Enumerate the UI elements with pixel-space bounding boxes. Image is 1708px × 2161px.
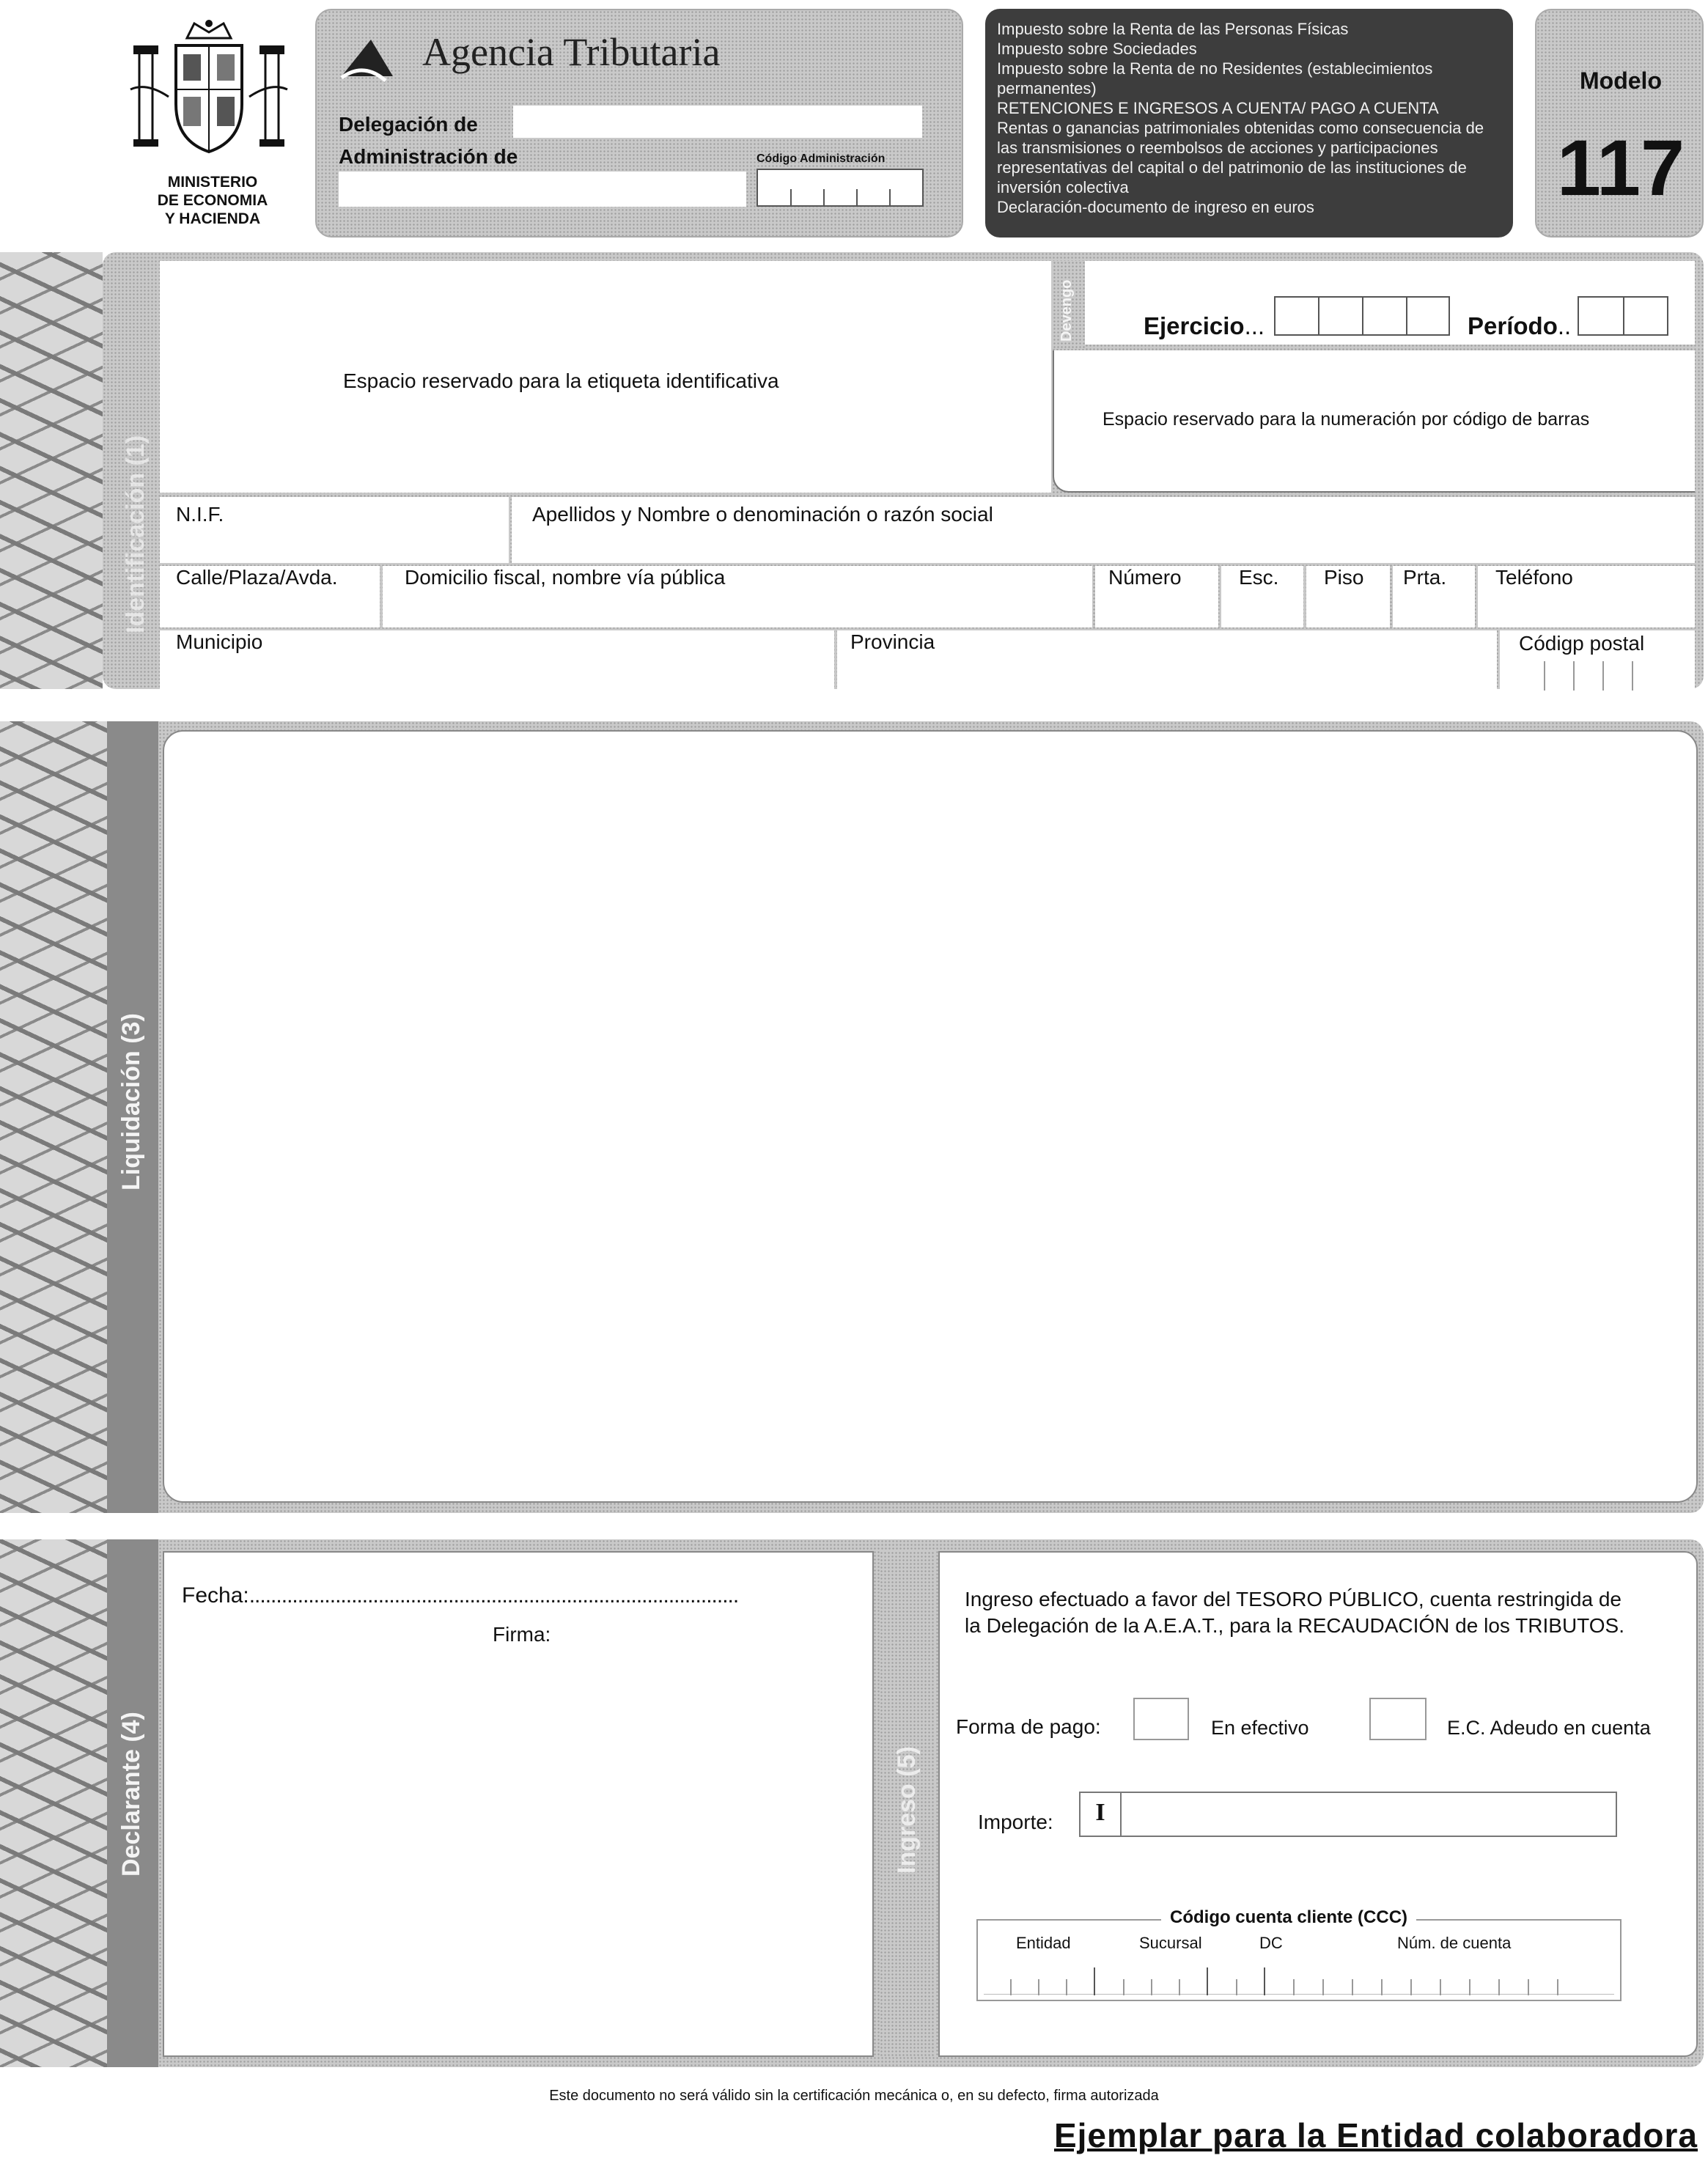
desc-line: permanentes) bbox=[997, 79, 1097, 97]
declarante-section-label: Declarante (4) bbox=[117, 1712, 145, 1877]
prta-field[interactable] bbox=[1393, 566, 1475, 627]
calle-label: Calle/Plaza/Avda. bbox=[176, 566, 338, 589]
ccc-box[interactable] bbox=[976, 1907, 1622, 2001]
esc-field[interactable] bbox=[1221, 566, 1303, 627]
sucursal-label: Sucursal bbox=[1139, 1934, 1202, 1952]
etiqueta-text: Espacio reservado para la etiqueta identificativa bbox=[343, 369, 779, 392]
apellidos-label: Apellidos y Nombre o denominación o razón social bbox=[532, 503, 993, 526]
desc-line: Impuesto sobre la Renta de no Residentes (establecimientos bbox=[997, 59, 1433, 78]
firma-label: Firma: bbox=[493, 1623, 551, 1646]
ingreso-tab bbox=[880, 1551, 935, 2057]
provincia-label: Provincia bbox=[850, 630, 935, 653]
municipio-label: Municipio bbox=[176, 630, 263, 653]
forma-pago-label: Forma de pago: bbox=[956, 1715, 1101, 1738]
agency-header-box bbox=[315, 9, 963, 238]
validity-note: Este documento no será válido sin la certificación mecánica o, en su defecto, firma autorizada bbox=[549, 2088, 1159, 2104]
modelo-box bbox=[1535, 9, 1704, 238]
municipio-field[interactable] bbox=[160, 630, 834, 693]
ingreso-section-label: Ingreso (5) bbox=[893, 1746, 921, 1874]
adeudo-checkbox[interactable] bbox=[1369, 1698, 1427, 1740]
ingreso-panel bbox=[938, 1551, 1698, 2057]
efectivo-checkbox[interactable] bbox=[1133, 1698, 1189, 1740]
importe-prefix: I bbox=[1081, 1793, 1122, 1836]
ccc-title: Código cuenta cliente (CCC) bbox=[1161, 1907, 1416, 1928]
apellidos-field[interactable] bbox=[512, 497, 1695, 563]
desc-line: RETENCIONES E INGRESOS A CUENTA/ PAGO A CUENTA bbox=[997, 99, 1439, 117]
desc-line: Rentas o ganancias patrimoniales obtenidas como consecuencia de bbox=[997, 119, 1484, 137]
fecha-label: Fecha:........................................................................................... bbox=[182, 1583, 739, 1608]
periodo-label: Período.. bbox=[1468, 312, 1572, 339]
ministry-name: MINISTERIO DE ECONOMIA Y HACIENDA bbox=[157, 174, 268, 227]
periodo-field[interactable] bbox=[1578, 296, 1668, 336]
left-decorative-strip bbox=[0, 721, 107, 1513]
modelo-label: Modelo bbox=[1580, 67, 1662, 94]
ejemplar-title: Ejemplar para la Entidad colaboradora bbox=[1053, 2116, 1698, 2154]
barcode-panel bbox=[1053, 350, 1695, 493]
numero-label: Número bbox=[1108, 566, 1182, 589]
desc-line: Declaración-documento de ingreso en euros bbox=[997, 198, 1314, 216]
dc-label: DC bbox=[1259, 1934, 1283, 1952]
adeudo-label: E.C. Adeudo en cuenta bbox=[1447, 1717, 1651, 1739]
liquidacion-section-label: Liquidación (3) bbox=[117, 1013, 145, 1190]
periodo-panel bbox=[1085, 261, 1695, 345]
codigo-admin-label: Código Administración bbox=[757, 152, 886, 165]
coat-of-arms-emblem bbox=[125, 16, 293, 163]
nif-field[interactable] bbox=[160, 497, 509, 563]
agency-logo-icon bbox=[334, 32, 400, 84]
ingreso-text: Ingreso efectuado a favor del TESORO PÚBLICO, cuenta restringida de la Delegación de la A.E.A.T., para la RECAUDACIÓN de los TRIBUTOS. bbox=[965, 1588, 1625, 1637]
nif-label: N.I.F. bbox=[176, 503, 224, 526]
modelo-number: 117 bbox=[1556, 123, 1685, 212]
calle-field[interactable] bbox=[160, 566, 380, 627]
importe-label: Importe: bbox=[978, 1811, 1053, 1833]
provincia-field[interactable] bbox=[837, 630, 1497, 693]
barcode-text: Espacio reservado para la numeración por código de barras bbox=[1103, 409, 1590, 430]
num-cuenta-label: Núm. de cuenta bbox=[1397, 1934, 1512, 1952]
prta-label: Prta. bbox=[1403, 566, 1447, 589]
left-decorative-strip bbox=[0, 252, 103, 689]
domicilio-field[interactable] bbox=[383, 566, 1092, 627]
desc-line: inversión colectiva bbox=[997, 178, 1129, 196]
importe-field[interactable] bbox=[1079, 1792, 1617, 1837]
identificacion-section-label: Identificación (1) bbox=[122, 435, 150, 633]
efectivo-label: En efectivo bbox=[1211, 1717, 1309, 1739]
left-decorative-strip bbox=[0, 1539, 107, 2067]
administracion-field[interactable] bbox=[339, 172, 746, 207]
delegacion-label: Delegación de bbox=[339, 113, 478, 136]
desc-line: Impuesto sobre Sociedades bbox=[997, 40, 1197, 58]
piso-label: Piso bbox=[1324, 566, 1364, 589]
fecha-dots: ........................................................................................... bbox=[249, 1583, 739, 1608]
numero-field[interactable] bbox=[1095, 566, 1218, 627]
desc-line: las transmisiones o reembolsos de acciones y participaciones bbox=[997, 139, 1438, 157]
devengo-tab: Devengo bbox=[1053, 261, 1085, 349]
piso-field[interactable] bbox=[1306, 566, 1390, 627]
ejercicio-label: Ejercicio... bbox=[1144, 312, 1265, 339]
ejercicio-field[interactable] bbox=[1274, 296, 1450, 336]
etiqueta-panel bbox=[160, 261, 1051, 493]
codigo-admin-field[interactable] bbox=[757, 169, 924, 207]
tax-description-box bbox=[985, 9, 1513, 238]
agency-name: Agencia Tributaria bbox=[422, 30, 721, 74]
esc-label: Esc. bbox=[1239, 566, 1279, 589]
telefono-field[interactable] bbox=[1478, 566, 1695, 627]
administracion-label: Administración de bbox=[339, 145, 518, 168]
declarante-panel bbox=[163, 1551, 874, 2057]
codigo-postal-field[interactable] bbox=[1500, 630, 1695, 693]
desc-line: Impuesto sobre la Renta de las Personas Físicas bbox=[997, 20, 1349, 38]
delegacion-field[interactable] bbox=[513, 106, 922, 138]
liquidacion-area bbox=[163, 730, 1698, 1503]
domicilio-label: Domicilio fiscal, nombre vía pública bbox=[405, 566, 726, 589]
entidad-label: Entidad bbox=[1016, 1934, 1071, 1952]
desc-line: representativas del capital o del patrimonio de las instituciones de bbox=[997, 158, 1467, 177]
telefono-label: Teléfono bbox=[1495, 566, 1573, 589]
codigo-postal-label: Códigp postal bbox=[1519, 632, 1645, 655]
